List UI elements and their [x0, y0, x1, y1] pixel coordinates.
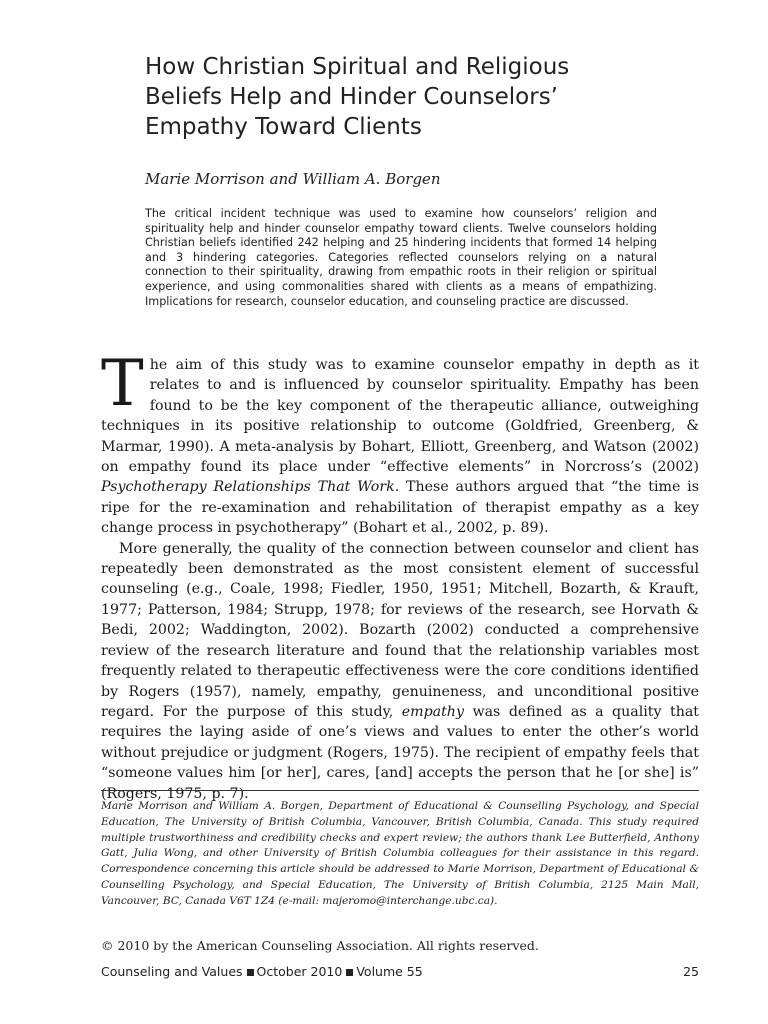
- author-byline: Marie Morrison and William A. Borgen: [145, 170, 441, 188]
- journal-info: [101, 964, 423, 979]
- copyright-notice: © 2010 by the American Counseling Association. All rights reserved.: [101, 938, 539, 953]
- title-line: How Christian Spiritual and Religious: [145, 54, 570, 80]
- page-number: 25: [683, 964, 699, 979]
- title-line: Beliefs Help and Hinder Counselors’: [145, 84, 558, 110]
- body-text: [101, 347, 699, 804]
- abstract: The critical incident technique was used to examine how counselors’ religion and spirituality help and hinder counselor empathy toward clients. Twelve counselors holding Christian beliefs identified 242 helping and 25 hindering incidents that formed 14 helping and 3 hindering categories. Categories reflected counselors relying on a natural connection to their spirituality, drawing from empathic roots in their religion or spiritual experience, and using commonalities shared with clients as a means of empathizing. Implications for research, counselor education, and counseling practice are discussed.: [145, 207, 657, 308]
- paragraph-text: was defined as a quality that requires the laying aside of one’s views and values to enter the other’s world without prejudice or judgment (Rogers, 1975). The recipient of empathy feels that “someone values him [or her], cares, [and] accepts the person that he [or she] is” (Rogers, 1975, p. 7).: [101, 703, 699, 802]
- square-bullet-icon: [247, 969, 254, 976]
- paragraph-text: More generally, the quality of the connection between counselor and client has repeatedly been demonstrated as the most consistent element of successful counseling (e.g., Coale, 1998; Fiedler, 1950, 1951; Mitchell, Bozarth, & Krauft, 1977; Patterson, 1984; Strupp, 1978; for reviews of the research, see Horvath & Bedi, 2002; Waddington, 2002). Bozarth (2002) conducted a comprehensive review of the research literature and found that the relationship variables most frequently related to therapeutic effectiveness were the core conditions identified by Rogers (1957), namely, empathy, genuineness, and unconditional positive regard. For the purpose of this study,: [101, 540, 699, 720]
- title-line: Empathy Toward Clients: [145, 114, 422, 140]
- square-bullet-icon: [346, 969, 353, 976]
- defined-term: empathy: [401, 703, 464, 720]
- paragraph: [101, 347, 699, 539]
- footnote-divider: [101, 790, 699, 791]
- paragraph: [101, 539, 699, 804]
- article-title: [145, 52, 685, 142]
- volume: Volume 55: [356, 964, 423, 979]
- author-note: Marie Morrison and William A. Borgen, Department of Educational & Counselling Psychology, and Special Education, The University of British Columbia, Vancouver, British Columbia, Canada. This study required multiple trustworthiness and credibility checks and expert review; the authors thank Lee Butterfield, Anthony Gatt, Julia Wong, and other University of British Columbia colleagues for their assistance in this regard. Correspondence concerning this article should be addressed to Marie Morrison, Department of Educational & Counselling Psychology, and Special Education, The University of British Columbia, 2125 Main Mall, Vancouver, BC, Canada V6T 1Z4 (e-mail: majeromo@interchange.ubc.ca).: [101, 800, 699, 907]
- paragraph-text: he aim of this study was to examine counselor empathy in depth as it relates to and is influenced by counselor spirituality. Empathy has been found to be the key component of the therapeutic alliance, outweighing techniques in its positive relationship to outcome (Goldfried, Greenberg, & Marmar, 1990). A meta-analysis by Bohart, Elliott, Greenberg, and Watson (2002) on empathy found its place under “effective elements” in Norcross’s (2002): [101, 357, 699, 476]
- paragraph-text: . These authors argued that “the time is ripe for the re-examination and rehabilitation of therapist empathy as a key change process in psychotherapy” (Bohart et al., 2002, p. 89).: [101, 479, 699, 537]
- drop-cap: T: [101, 347, 144, 421]
- issue-date: October 2010: [256, 964, 343, 979]
- book-title: Psychotherapy Relationships That Work: [101, 479, 395, 496]
- title-block: [145, 52, 685, 142]
- journal-name: Counseling and Values: [101, 964, 243, 979]
